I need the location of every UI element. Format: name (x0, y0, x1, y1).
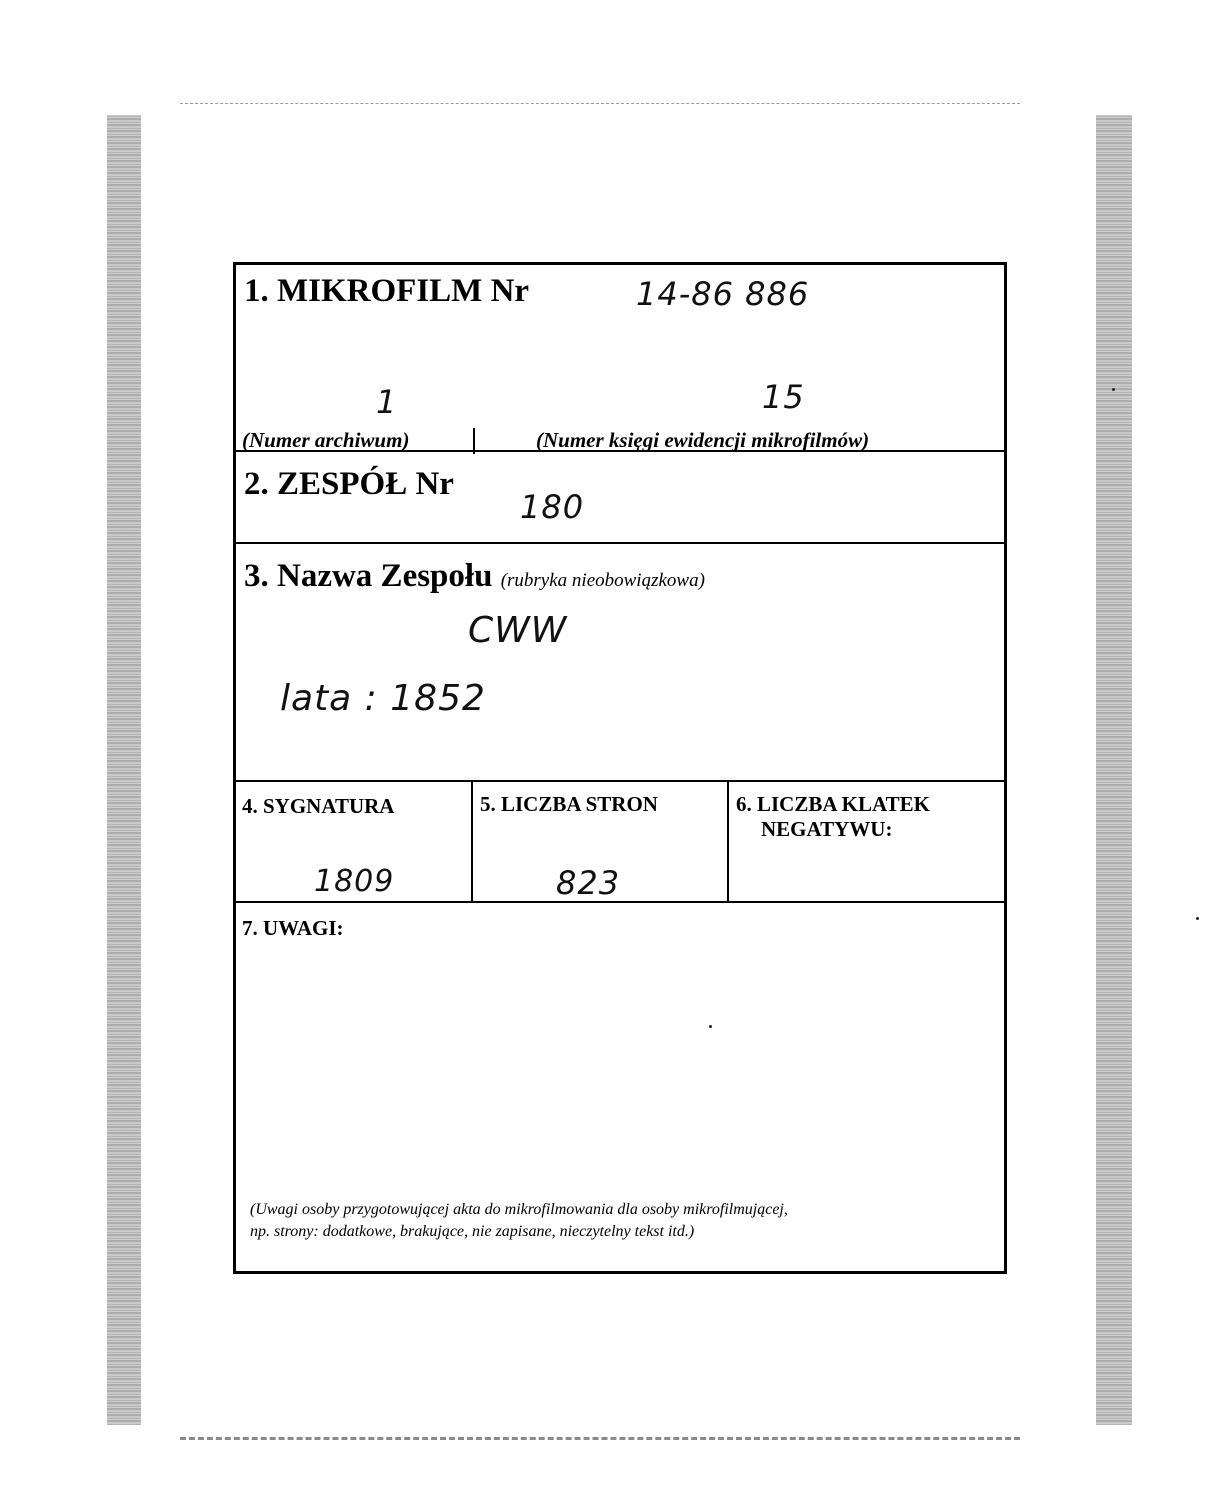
microfilm-form (233, 262, 1007, 1274)
microfilm-number-value: 14-86 886 (636, 275, 810, 313)
remarks-footnote (250, 1199, 1006, 1243)
caption-separator (473, 428, 475, 454)
fonds-years-value: lata : 1852 (280, 678, 486, 719)
negative-frames-label-line2: NEGATYWU: (761, 817, 893, 841)
scan-edge-right (1096, 115, 1132, 1425)
page-count-label: 5. LICZBA STRON (480, 792, 658, 816)
column-separator (727, 782, 729, 901)
signature-value: 1809 (314, 864, 395, 899)
microfilm-number-label: 1. MIKROFILM Nr (244, 273, 530, 309)
fonds-name-value: CWW (468, 610, 568, 651)
section-remarks (236, 903, 1004, 1271)
scan-speck (1196, 917, 1199, 920)
section-fonds-number (236, 452, 1004, 544)
negative-frames-label-line1: 6. LICZBA KLATEK (736, 792, 930, 816)
register-book-number-value: 15 (762, 378, 805, 416)
fonds-name-label (244, 558, 705, 595)
remarks-footnote-line1: (Uwagi osoby przygotowującej akta do mikrofilmowania dla osoby mikrofilmującej, (250, 1201, 788, 1218)
archive-number-caption: (Numer archiwum) (242, 428, 410, 452)
column-separator (471, 782, 473, 901)
archive-number-value: 1 (376, 383, 398, 421)
remarks-footnote-line2: np. strony: dodatkowe, brakujące, nie zapisane, nieczytelny tekst itd.) (250, 1223, 695, 1240)
section-details-row (236, 782, 1004, 903)
scan-speck (1112, 388, 1115, 391)
fonds-name-title: 3. Nazwa Zespołu (244, 558, 493, 594)
section-fonds-name (236, 544, 1004, 782)
page-count-value: 823 (556, 864, 621, 902)
section-microfilm-number (236, 265, 1004, 452)
signature-label: 4. SYGNATURA (242, 794, 395, 818)
remarks-label: 7. UWAGI: (242, 916, 344, 940)
scan-rule-bottom (180, 1437, 1020, 1440)
fonds-number-label: 2. ZESPÓŁ Nr (244, 466, 454, 502)
fonds-number-value: 180 (520, 488, 585, 526)
negative-frames-label (736, 792, 930, 842)
register-book-caption: (Numer księgi ewidencji mikrofilmów) (536, 428, 870, 452)
optional-field-note: (rubryka nieobowiązkowa) (500, 570, 705, 591)
scan-edge-left (107, 115, 141, 1425)
scan-rule-top (180, 103, 1020, 104)
